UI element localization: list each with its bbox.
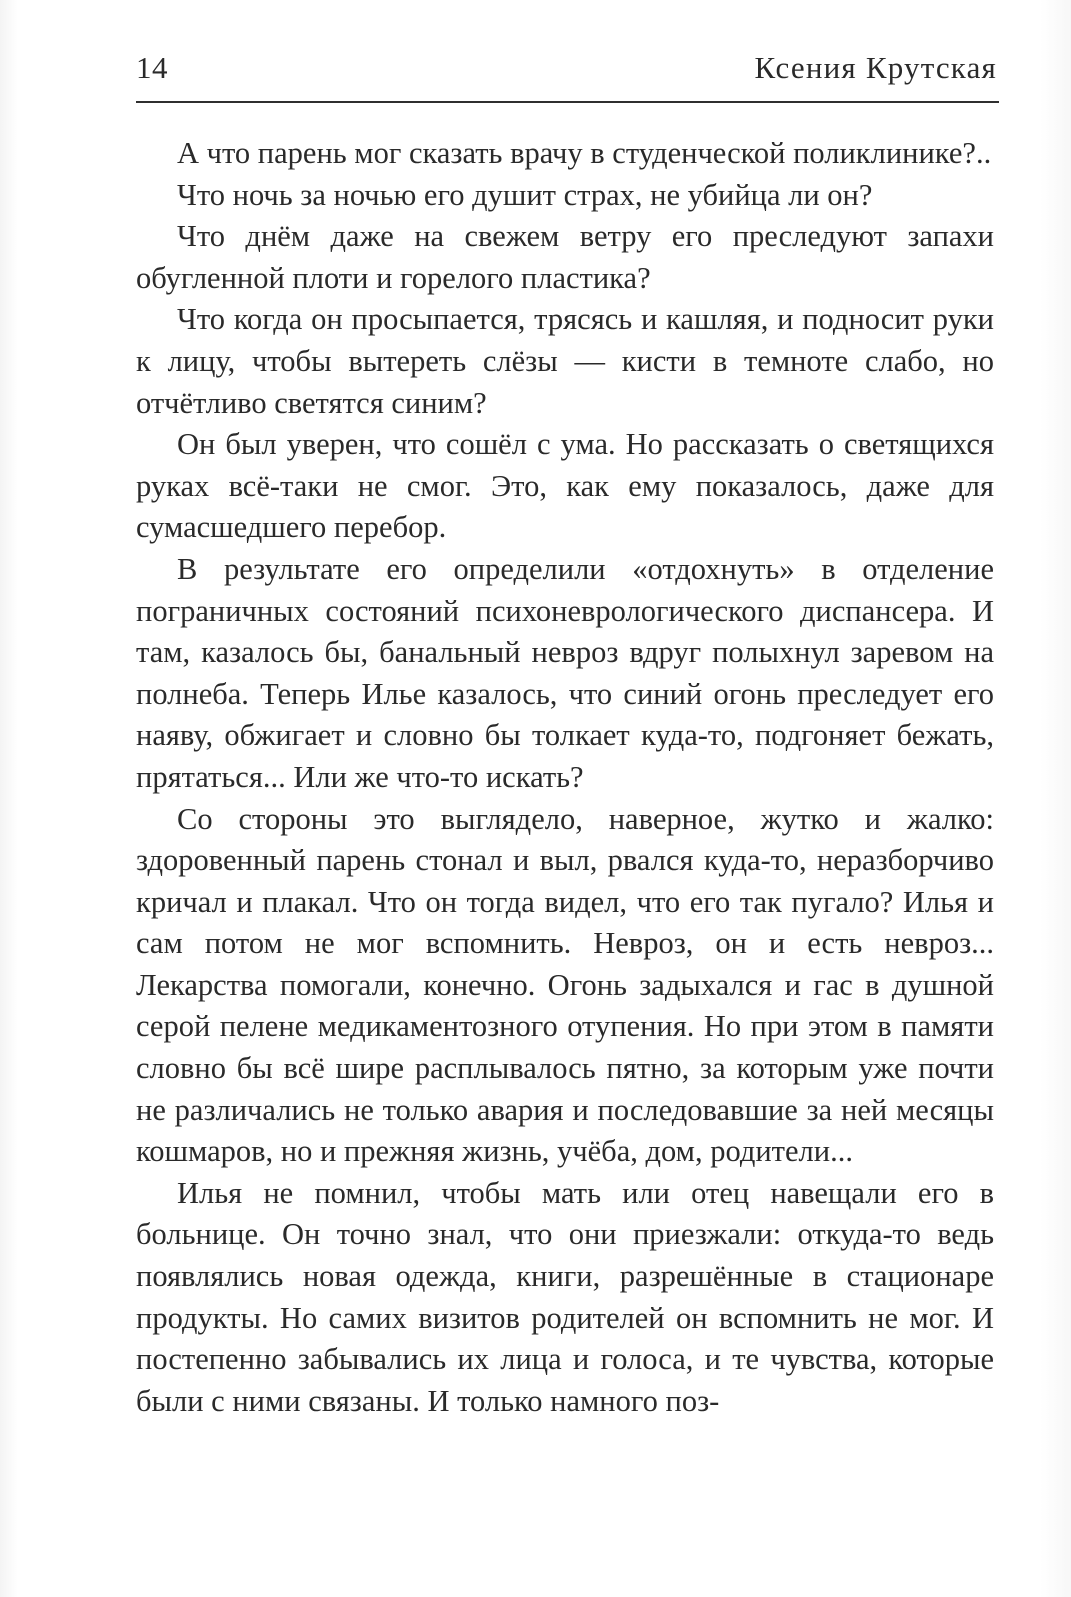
paragraph: Что ночь за ночью его душит страх, не убийца ли он? xyxy=(177,177,873,212)
paragraph: Илья не помнил, чтобы мать или отец навещали его в больнице. Он точно знал, что они приезжали: откуда-то ведь появлялись новая одежда, книги, разрешённые в стационаре продукты. Но самих визитов родителей он вспомнить не мог. И постепенно забывались их лица и голоса, и те чувства, которые были с ними связаны. И только намного поз- xyxy=(136,1175,994,1418)
paragraph: А что парень мог сказать врачу в студенческой поликлинике?.. xyxy=(177,136,992,170)
paragraph: В результате его определили «отдохнуть» в отделение пограничных состояний психоневрологического диспансера. И там, казалось бы, банальный невроз вдруг полыхнул заревом на полнеба. Теперь Илье казалось, что синий огонь преследует его наяву, обжигает и словно бы толкает куда-то, подгоняет бежать, прятаться... Или же что-то искать? xyxy=(136,551,994,794)
paragraph: Что когда он просыпается, трясясь и кашляя, и подносит руки к лицу, чтобы вытереть слёзы — кисти в темноте слабо, но отчётливо светятся синим? xyxy=(136,302,994,420)
page-number: 14 xyxy=(136,50,168,85)
header-rule xyxy=(136,101,999,103)
paragraph: Со стороны это выглядело, наверное, жутко и жалко: здоровенный парень стонал и выл, рвался куда-то, неразборчиво кричал и плакал. Что он тогда видел, что его так пугало? Илья и сам потом не мог вспомнить. Невроз, он и есть невроз... Лекарства помогали, конечно. Огонь задыхался и гас в душной серой пелене медикаментозного отупения. Но при этом в памяти словно бы всё шире расплывалось пятно, за которым уже почти не различались не только авария и последовавшие за ней месяцы кошмаров, но и прежняя жизнь, учёба, дом, родители... xyxy=(136,801,994,1169)
paragraph: Он был уверен, что сошёл с ума. Но рассказать о светящихся руках всё-таки не смог. Это, как ему показалось, даже для сумасшедшего перебор. xyxy=(136,427,994,545)
paragraph: Что днём даже на свежем ветру его преследуют запахи обугленной плоти и горелого пластика? xyxy=(136,219,994,295)
running-head-author: Ксения Крутская xyxy=(754,50,997,85)
body-text xyxy=(136,133,994,1422)
running-header xyxy=(136,50,997,102)
